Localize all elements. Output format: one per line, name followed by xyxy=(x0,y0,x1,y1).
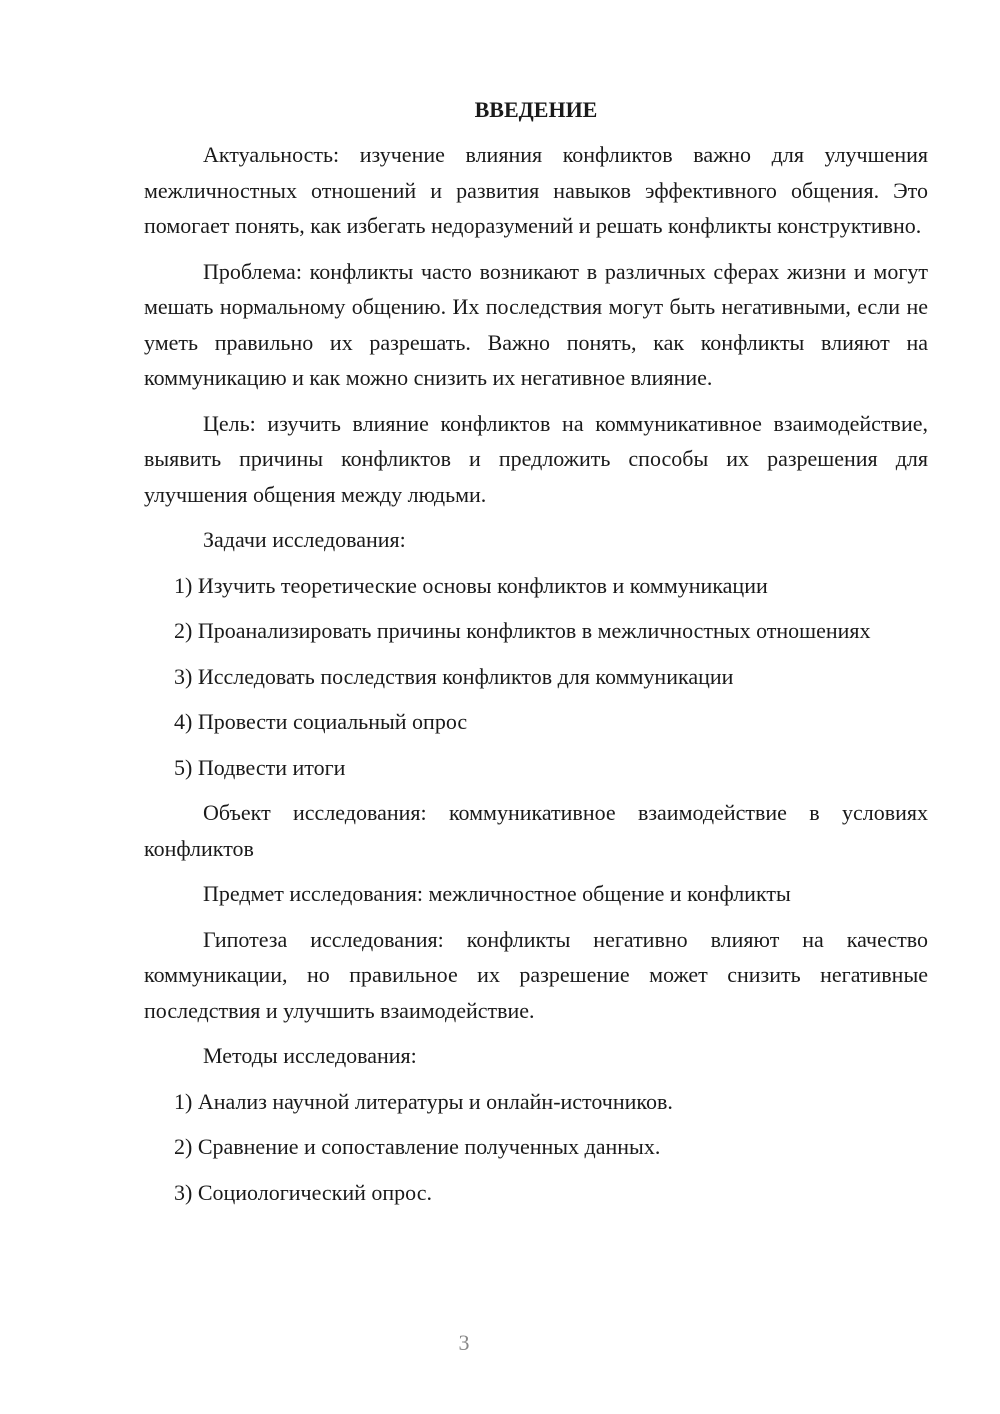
methods-heading: Методы исследования: xyxy=(203,1043,417,1068)
task-item: 5) Подвести итоги xyxy=(174,754,346,780)
tasks-heading: Задачи исследования: xyxy=(203,527,406,552)
goal-paragraph: Цель: изучить влияние конфликтов на коммуникативное взаимодействие, выявить причины конфликтов и предложить способы их разрешения для улучшения общения между людьми. xyxy=(144,410,928,507)
page-content xyxy=(144,92,928,1220)
problem-paragraph: Проблема: конфликты часто возникают в различных сферах жизни и могут мешать нормальному общению. Их последствия могут быть негативными, если не уметь правильно их разрешать. Важно понять, как конфликты влияют на коммуникацию и как можно снизить их негативное влияние. xyxy=(144,258,928,390)
relevance-paragraph: Актуальность: изучение влияния конфликтов важно для улучшения межличностных отношений и развития навыков эффективного общения. Это помогает понять, как избегать недоразумений и решать конфликты конструктивно. xyxy=(144,142,928,238)
subject-paragraph: Предмет исследования: межличностное общение и конфликты xyxy=(203,881,791,906)
task-item: 3) Исследовать последствия конфликтов для коммуникации xyxy=(174,663,734,689)
page-number: 3 xyxy=(458,1330,470,1355)
task-item: 1) Изучить теоретические основы конфликтов и коммуникации xyxy=(174,572,768,598)
hypothesis-paragraph: Гипотеза исследования: конфликты негативно влияют на качество коммуникации, но правильное их разрешение может снизить негативные последствия и улучшить взаимодействие. xyxy=(144,926,928,1023)
task-item: 4) Провести социальный опрос xyxy=(174,709,468,734)
object-paragraph: Объект исследования: коммуникативное взаимодействие в условиях конфликтов xyxy=(144,800,928,861)
method-item: 3) Социологический опрос. xyxy=(174,1179,432,1205)
section-title: ВВЕДЕНИЕ xyxy=(474,97,598,122)
method-item: 1) Анализ научной литературы и онлайн-источников. xyxy=(174,1088,673,1114)
method-item: 2) Сравнение и сопоставление полученных данных. xyxy=(174,1134,661,1159)
task-item: 2) Проанализировать причины конфликтов в межличностных отношениях xyxy=(174,618,871,643)
